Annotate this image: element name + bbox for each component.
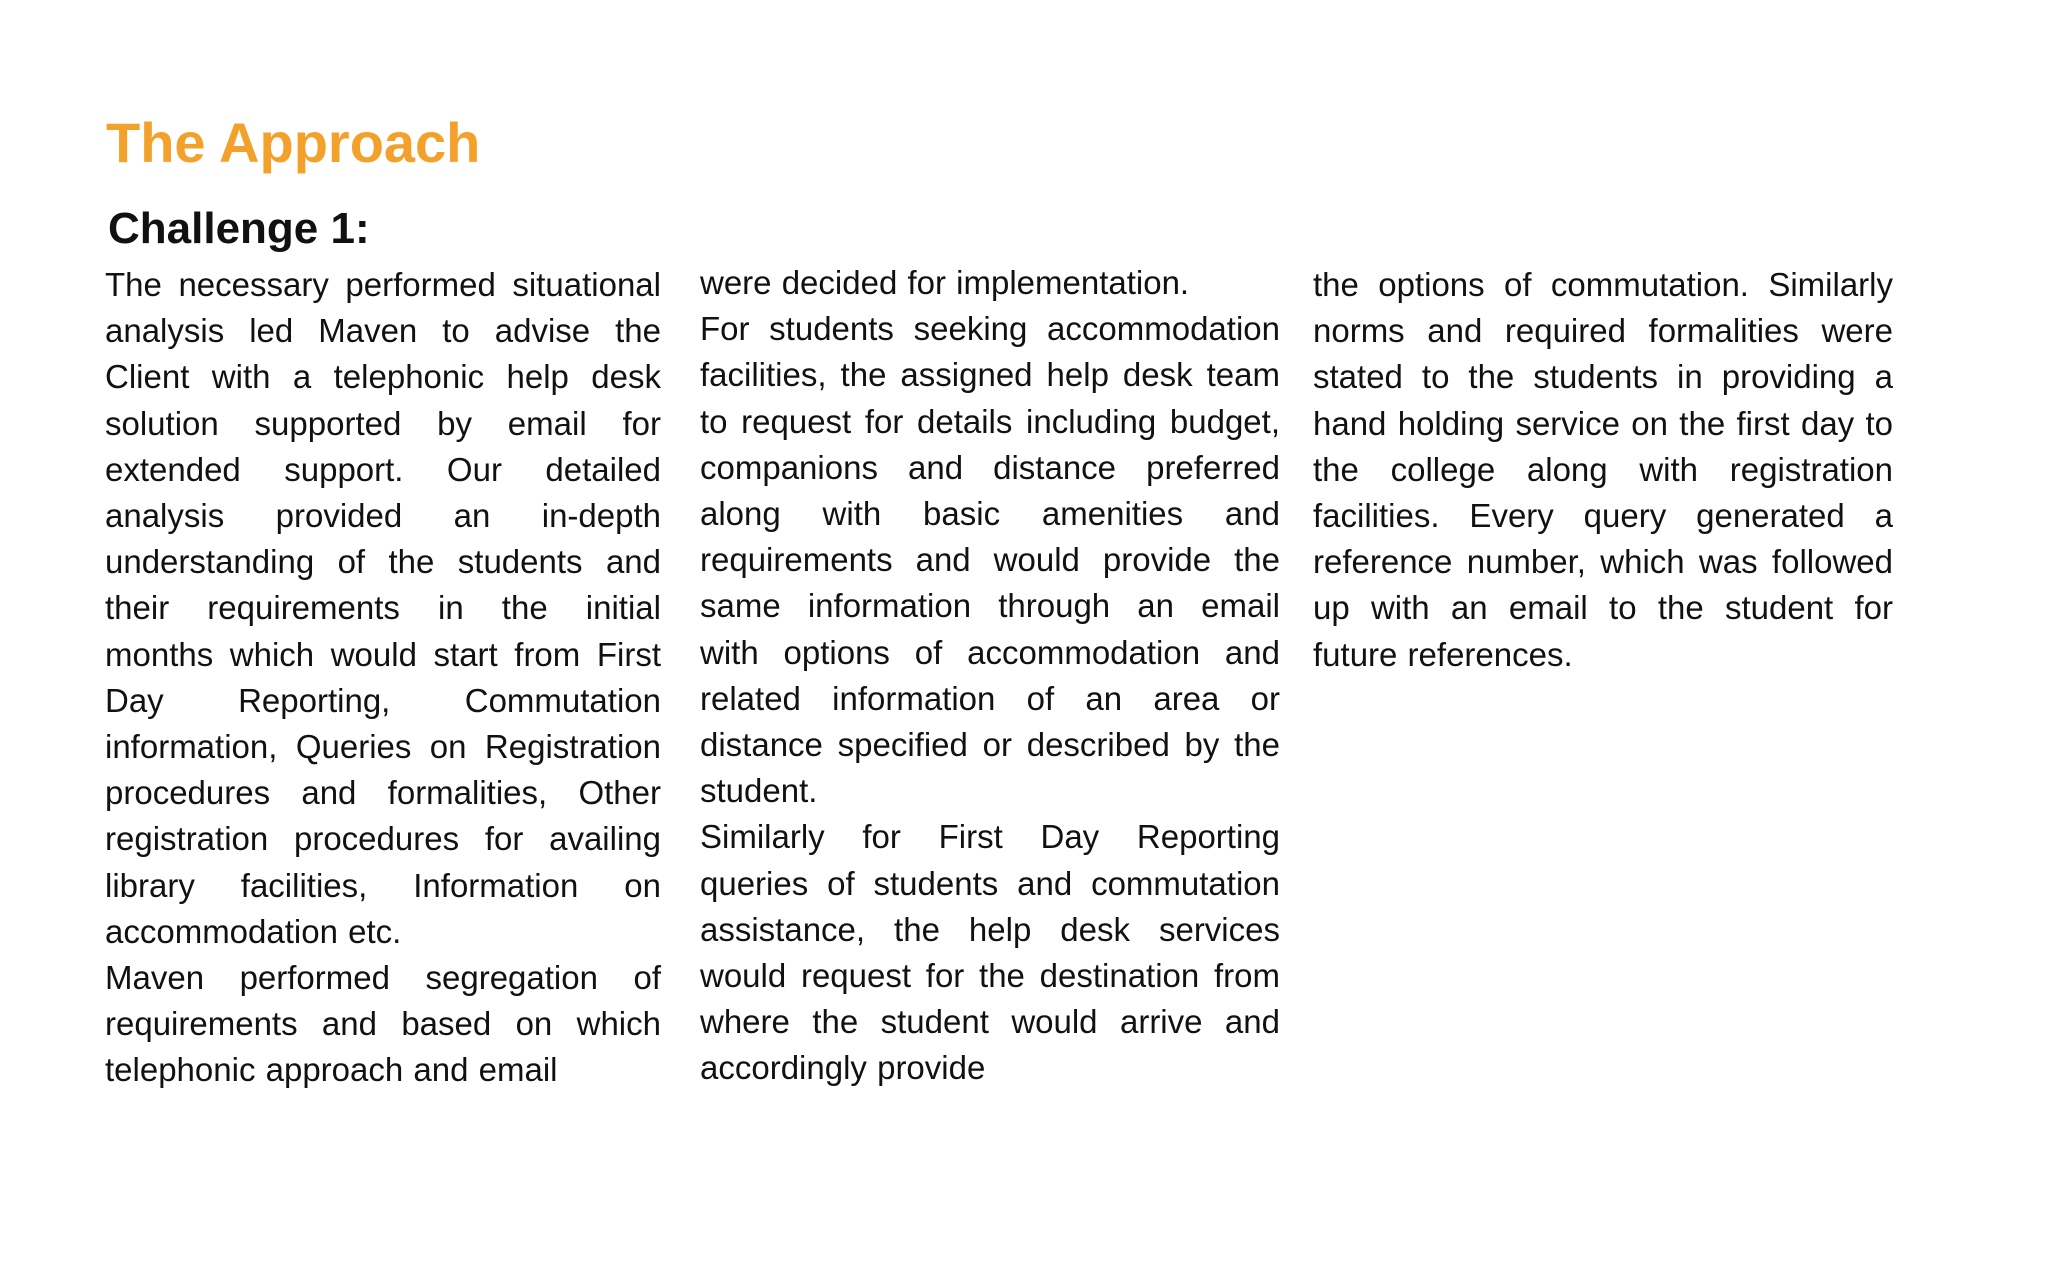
challenge-heading: Challenge 1:	[108, 204, 370, 253]
column-2-paragraph-1: were decided for implementation.	[700, 264, 1190, 301]
column-3-paragraph-1: the options of commutation. Similarly norms and required formalities were stated to the students in providing a hand holding service on the first day to the college along with registration facilities. Every query generated a reference number, which was followed up with an email to the student for future references.	[1313, 266, 1893, 673]
column-1-paragraph-1: The necessary performed situational analysis led Maven to advise the Client with a telephonic help desk solution supported by email for extended support. Our detailed analysis provided an in-depth understanding of the students and their requirements in the initial months which would start from First Day Reporting, Commutation information, Queries on Registration procedures and formalities, Other registration procedures for availing library facilities, Information on accommodation etc.	[105, 266, 661, 950]
slide-title: The Approach	[106, 111, 481, 174]
column-2-paragraph-3: Similarly for First Day Reporting queries of students and commutation assistance, the help desk services would request for the destination from where the student would arrive and accordingly provide	[700, 818, 1280, 1087]
column-2-paragraph-2: For students seeking accommodation facilities, the assigned help desk team to request for details including budget, companions and distance preferred along with basic amenities and requirements and would provide the same information through an email with options of accommodation and related information of an area or distance specified or described by the student.	[700, 310, 1280, 810]
text-column-3	[1313, 262, 1893, 678]
text-column-2	[700, 260, 1280, 1092]
column-1-paragraph-2: Maven performed segregation of requirements and based on which telephonic approach and email	[105, 959, 661, 1089]
text-column-1	[105, 262, 661, 1094]
